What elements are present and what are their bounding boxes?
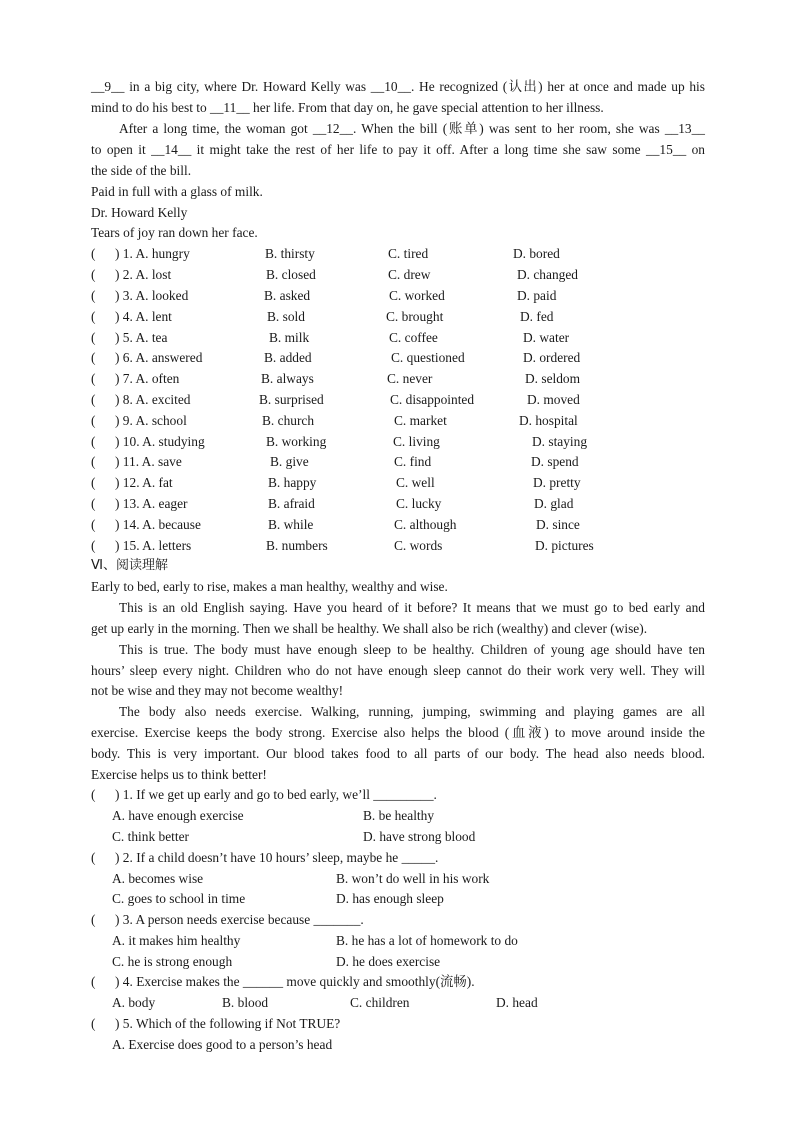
question-stem: ) 1. If we get up early and go to bed early, we’ll _________. [115,787,437,802]
cloze-line-2: mind to do his best to __11__ her life. From that day on, he gave special attention to her illness. [91,100,604,115]
cloze-line-8: Tears of joy ran down her face. [91,225,258,240]
option-b: B. surprised [259,392,324,407]
question-stem: ) 5. Which of the following if Not TRUE? [115,1016,341,1031]
cloze-line-3: After a long time, the woman got __12__. When the bill (账单) was sent to her room, she was __13__ [119,121,705,136]
option-b: B. afraid [268,496,315,511]
answer-paren[interactable]: ( [91,974,96,989]
option-d: D. has enough sleep [336,891,444,906]
option-b: B. be healthy [363,808,435,823]
option-b: B. give [270,454,309,469]
option-d: D. glad [534,496,574,511]
question-stem: ) 1. A. hungry [115,246,190,261]
reading-line-1: Early to bed, early to rise, makes a man healthy, wealthy and wise. [91,579,448,594]
answer-paren[interactable]: ( [91,454,96,469]
reading-line-8: exercise. Exercise keeps the body strong. Exercise also helps the blood (血液) to move around inside the [91,725,705,740]
reading-line-10: Exercise helps us to think better! [91,767,267,782]
option-c: C. tired [388,246,429,261]
question-stem: ) 10. A. studying [115,434,205,449]
answer-paren[interactable]: ( [91,392,96,407]
option-c: C. goes to school in time [112,891,246,906]
reading-line-3: get up early in the morning. Then we shall be healthy. We shall also be rich (wealthy) and clever (wise). [91,621,648,636]
option-d: D. changed [517,267,578,282]
option-a: A. have enough exercise [112,808,244,823]
option-d: D. moved [527,392,580,407]
option-c: C. disappointed [390,392,475,407]
option-c: C. although [394,517,457,532]
answer-paren[interactable]: ( [91,371,96,386]
option-c: C. worked [389,288,445,303]
option-b: B. working [266,434,327,449]
option-b: B. church [262,413,315,428]
reading-line-9: body. This is very important. Our blood takes food to all parts of our body. The head also needs blood. [91,746,705,761]
question-stem: ) 12. A. fat [115,475,173,490]
option-c: C. living [393,434,440,449]
answer-paren[interactable]: ( [91,350,96,365]
question-stem: ) 9. A. school [115,413,187,428]
option-c: C. words [394,538,443,553]
question-stem: ) 2. A. lost [115,267,172,282]
option-a: A. it makes him healthy [112,933,241,948]
cloze-line-4: to open it __14__ it might take the rest of her life to pay it off. After a long time she saw some __15__ on [91,142,705,157]
option-a: A. becomes wise [112,871,204,886]
option-c: C. brought [386,309,444,324]
question-stem: ) 15. A. letters [115,538,192,553]
option-d: D. pictures [535,538,594,553]
option-b: B. won’t do well in his work [336,871,490,886]
option-d: D. he does exercise [336,954,441,969]
answer-paren[interactable]: ( [91,288,96,303]
option-b: B. thirsty [265,246,315,261]
question-stem: ) 14. A. because [115,517,201,532]
option-a: A. body [112,995,156,1010]
question-stem: ) 4. A. lent [115,309,172,324]
option-b: B. added [264,350,312,365]
option-b: B. closed [266,267,316,282]
option-a: A. Exercise does good to a person’s head [112,1037,333,1052]
option-d: D. pretty [533,475,581,490]
answer-paren[interactable]: ( [91,850,96,865]
cloze-line-7: Dr. Howard Kelly [91,205,188,220]
reading-line-2: This is an old English saying. Have you heard of it before? It means that we must go to bed early and [119,600,705,615]
answer-paren[interactable]: ( [91,413,96,428]
section-title: Ⅵ、阅读理解 [91,558,168,573]
answer-paren[interactable]: ( [91,330,96,345]
answer-paren[interactable]: ( [91,517,96,532]
option-b: B. always [261,371,314,386]
option-d: D. staying [532,434,588,449]
option-c: C. never [387,371,433,386]
option-c: C. lucky [396,496,442,511]
question-stem: ) 11. A. save [115,454,182,469]
answer-paren[interactable]: ( [91,538,96,553]
question-stem: ) 3. A person needs exercise because _______. [115,912,364,927]
answer-paren[interactable]: ( [91,309,96,324]
answer-paren[interactable]: ( [91,475,96,490]
answer-paren[interactable]: ( [91,246,96,261]
option-d: D. seldom [525,371,581,386]
option-c: C. questioned [391,350,465,365]
option-d: D. ordered [523,350,581,365]
option-d: D. water [523,330,570,345]
answer-paren[interactable]: ( [91,912,96,927]
option-d: D. head [496,995,538,1010]
cloze-line-5: the side of the bill. [91,163,192,178]
reading-line-4: This is true. The body must have enough sleep to be healthy. Children of young age should have ten [119,642,705,657]
question-stem: ) 2. If a child doesn’t have 10 hours’ sleep, maybe he _____. [115,850,439,865]
option-c: C. well [396,475,435,490]
option-b: B. blood [222,995,269,1010]
answer-paren[interactable]: ( [91,787,96,802]
option-d: D. hospital [519,413,578,428]
option-d: D. have strong blood [363,829,476,844]
question-stem: ) 5. A. tea [115,330,168,345]
option-d: D. bored [513,246,560,261]
option-d: D. spend [531,454,579,469]
option-c: C. children [350,995,410,1010]
cloze-line-6: Paid in full with a glass of milk. [91,184,263,199]
question-stem: ) 13. A. eager [115,496,188,511]
option-b: B. while [268,517,314,532]
option-b: B. numbers [266,538,328,553]
option-c: C. market [394,413,447,428]
reading-line-6: not be wise and they may not become wealthy! [91,683,344,698]
option-b: B. sold [267,309,305,324]
answer-paren[interactable]: ( [91,1016,96,1031]
option-b: B. he has a lot of homework to do [336,933,518,948]
option-d: D. paid [517,288,557,303]
option-d: D. since [536,517,580,532]
option-c: C. find [394,454,432,469]
reading-line-5: hours’ sleep every night. Children who do not have enough sleep cannot do their work very well. They will [91,663,705,678]
question-stem: ) 3. A. looked [115,288,189,303]
option-d: D. fed [520,309,554,324]
option-c: C. coffee [389,330,438,345]
cloze-line-1: __9__ in a big city, where Dr. Howard Kelly was __10__. He recognized (认出) her at once and made up his [91,79,705,94]
reading-line-7: The body also needs exercise. Walking, running, jumping, swimming and playing games are all [119,704,705,719]
option-c: C. think better [112,829,189,844]
option-c: C. he is strong enough [112,954,233,969]
option-b: B. happy [268,475,317,490]
question-stem: ) 7. A. often [115,371,180,386]
option-b: B. asked [264,288,311,303]
answer-paren[interactable]: ( [91,496,96,511]
answer-paren[interactable]: ( [91,434,96,449]
option-b: B. milk [269,330,310,345]
question-stem: ) 6. A. answered [115,350,203,365]
answer-paren[interactable]: ( [91,267,96,282]
question-stem: ) 8. A. excited [115,392,191,407]
option-c: C. drew [388,267,431,282]
question-stem: ) 4. Exercise makes the ______ move quickly and smoothly(流畅). [115,974,475,989]
